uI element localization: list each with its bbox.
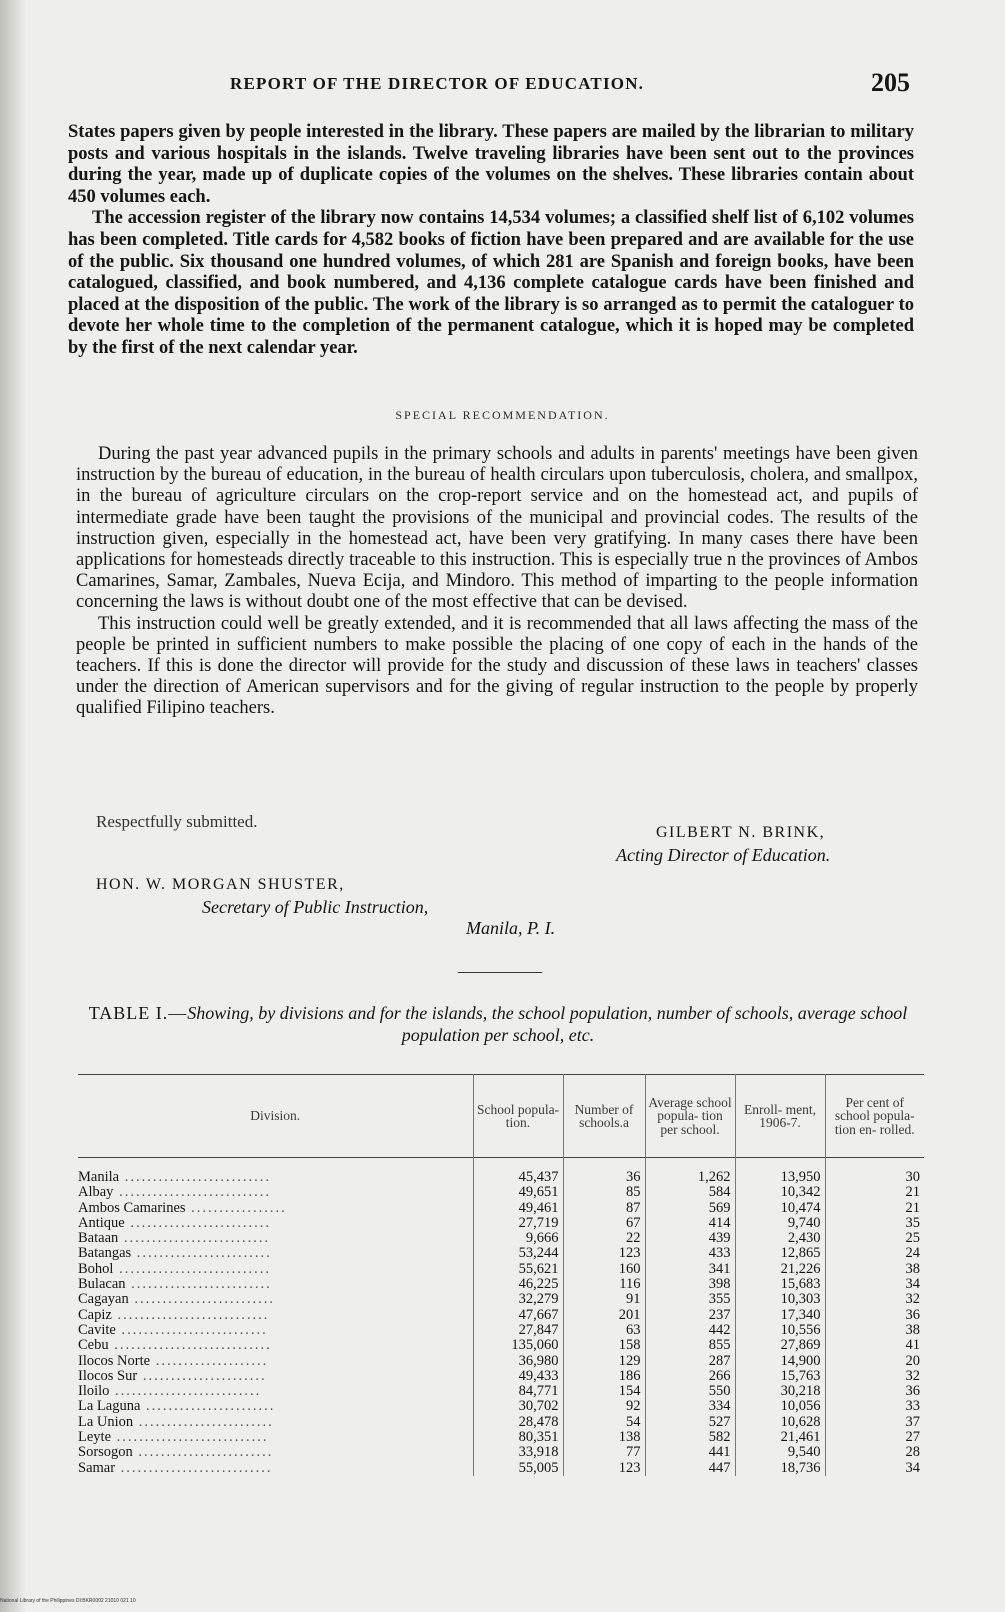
table-cell: 201	[563, 1308, 645, 1323]
division-cell	[78, 1338, 473, 1353]
table-row	[78, 1323, 924, 1338]
column-header: Enroll- ment, 1906-7.	[735, 1075, 825, 1158]
table-cell: 442	[645, 1323, 735, 1338]
table-cell: 447	[645, 1461, 735, 1476]
division-cell	[78, 1369, 473, 1384]
table-cell: 569	[645, 1201, 735, 1216]
division-cell	[78, 1231, 473, 1246]
division-cell	[78, 1216, 473, 1231]
division-cell	[78, 1399, 473, 1414]
table-cell: 34	[825, 1461, 924, 1476]
table-cell: 45,437	[473, 1158, 563, 1186]
table-cell: 10,056	[735, 1399, 825, 1414]
table-row	[78, 1430, 924, 1445]
paragraph: States papers given by people interested in the library. These papers are mailed by the librarian to military posts and various hospitals in the islands. Twelve traveling libraries have been sent out to the provinces during the year, made up of duplicate copies of the volumes on the shelves. These libraries contain about 450 volumes each.	[68, 122, 914, 207]
table-cell: 17,340	[735, 1308, 825, 1323]
paragraph: The accession register of the library now contains 14,534 volumes; a classified shelf list of 6,102 volumes has been completed. Title cards for 4,582 books of fiction have been prepared and are available for the use of the public. Six thousand one hundred volumes, of which 281 are Spanish and foreign books, have been catalogued, classified, and book numbered, and 4,136 complete catalogue cards have been finished and placed at the disposition of the public. The work of the library is so arranged as to permit the cataloguer to devote her whole time to the completion of the permanent catalogue, which it is hoped may be completed by the first of the next calendar year.	[68, 208, 914, 358]
division-cell	[78, 1246, 473, 1261]
table-body	[78, 1158, 924, 1476]
table-row	[78, 1292, 924, 1307]
signer-title: Acting Director of Education.	[616, 845, 831, 865]
table-cell: 55,005	[473, 1461, 563, 1476]
table-cell: 138	[563, 1430, 645, 1445]
table-cell: 38	[825, 1262, 924, 1277]
table-cell: 30	[825, 1158, 924, 1186]
table-cell: 21,461	[735, 1430, 825, 1445]
table-cell: 41	[825, 1338, 924, 1353]
table-row	[78, 1308, 924, 1323]
table-cell: 25	[825, 1231, 924, 1246]
table-cell: 67	[563, 1216, 645, 1231]
column-header: Division.	[250, 1108, 301, 1124]
leader-dots: .........................	[128, 1292, 275, 1308]
leader-dots: ........................	[132, 1445, 274, 1461]
table-cell: 9,540	[735, 1445, 825, 1460]
table-cell: 135,060	[473, 1338, 563, 1353]
scan-footer: National Library of the Philippines DI:BKR0002 21010 021 10	[0, 1598, 136, 1604]
table-row	[78, 1461, 924, 1476]
leader-dots: ..........................	[109, 1384, 262, 1400]
table-cell: 13,950	[735, 1158, 825, 1186]
table-cell: 414	[645, 1216, 735, 1231]
leader-dots: ........................	[133, 1414, 274, 1430]
table-row	[78, 1246, 924, 1261]
table-cell: 28,478	[473, 1415, 563, 1430]
table-cell: 36	[563, 1158, 645, 1186]
table-cell: 87	[563, 1201, 645, 1216]
division-cell	[78, 1185, 473, 1200]
division-cell	[78, 1201, 473, 1216]
table-cell: 123	[563, 1461, 645, 1476]
table-cell: 433	[645, 1246, 735, 1261]
table-cell: 27,719	[473, 1216, 563, 1231]
table-cell: 32	[825, 1369, 924, 1384]
division-cell	[78, 1292, 473, 1307]
table-caption-lead: TABLE I.—	[88, 1003, 188, 1023]
table-row	[78, 1338, 924, 1353]
table-cell: 35	[825, 1216, 924, 1231]
table-cell: 1,262	[645, 1158, 735, 1186]
table-cell: 24	[825, 1246, 924, 1261]
section-heading: SPECIAL RECOMMENDATION.	[395, 408, 610, 422]
table-cell: 15,763	[735, 1369, 825, 1384]
table-cell: 27,869	[735, 1338, 825, 1353]
leader-dots: ............................	[108, 1338, 272, 1354]
division-cell	[78, 1262, 473, 1277]
table-row	[78, 1369, 924, 1384]
table-cell: 46,225	[473, 1277, 563, 1292]
table-cell: 27,847	[473, 1323, 563, 1338]
table-cell: 33,918	[473, 1445, 563, 1460]
table-cell: 2,430	[735, 1231, 825, 1246]
table-cell: 22	[563, 1231, 645, 1246]
table-cell: 30,702	[473, 1399, 563, 1414]
table-cell: 10,628	[735, 1415, 825, 1430]
division-cell	[78, 1430, 473, 1445]
leader-dots: .........................	[125, 1277, 272, 1293]
table-row	[78, 1158, 924, 1186]
table-cell: 116	[563, 1277, 645, 1292]
table-row	[78, 1354, 924, 1369]
table-cell: 36,980	[473, 1354, 563, 1369]
table-cell: 33	[825, 1399, 924, 1414]
table-cell: 9,666	[473, 1231, 563, 1246]
division-cell	[78, 1158, 473, 1186]
school-population-table	[78, 1074, 924, 1476]
table-cell: 20	[825, 1354, 924, 1369]
table-cell: 287	[645, 1354, 735, 1369]
page-number: 205	[871, 68, 910, 97]
column-header: Number of schools.a	[563, 1075, 645, 1158]
table-cell: 123	[563, 1246, 645, 1261]
page-header	[230, 68, 910, 98]
table-cell: 55,621	[473, 1262, 563, 1277]
addressee-place: Manila, P. I.	[466, 918, 556, 938]
addressee-title: Secretary of Public Instruction,	[202, 897, 429, 917]
table-cell: 34	[825, 1277, 924, 1292]
table-cell: 91	[563, 1292, 645, 1307]
table-cell: 154	[563, 1384, 645, 1399]
table-row	[78, 1415, 924, 1430]
leader-dots: ...........................	[111, 1307, 270, 1323]
table-cell: 36	[825, 1384, 924, 1399]
division-name: Cagayan	[78, 1292, 129, 1308]
table-row	[78, 1277, 924, 1292]
table-cell: 21	[825, 1185, 924, 1200]
table-header-row	[78, 1075, 924, 1158]
leader-dots: ....................	[150, 1353, 269, 1369]
table-cell: 63	[563, 1323, 645, 1338]
table-cell: 10,342	[735, 1185, 825, 1200]
division-name: Ilocos Norte	[78, 1353, 151, 1369]
leader-dots: ........................	[131, 1246, 272, 1262]
leader-dots: .......................	[140, 1399, 276, 1415]
table-row	[78, 1384, 924, 1399]
table-cell: 84,771	[473, 1384, 563, 1399]
division-name: Bohol	[78, 1261, 114, 1277]
table-row	[78, 1445, 924, 1460]
library-report-text	[68, 122, 914, 360]
addressee-name: HON. W. MORGAN SHUSTER,	[96, 876, 345, 893]
leader-dots: ...........................	[113, 1261, 271, 1277]
leader-dots: ..........................	[119, 1169, 271, 1185]
division-name: Bulacan	[78, 1277, 126, 1293]
division-name: Batangas	[78, 1246, 132, 1262]
column-header: School popula- tion.	[473, 1075, 563, 1158]
table-cell: 15,683	[735, 1277, 825, 1292]
table-cell: 527	[645, 1415, 735, 1430]
signer-name: GILBERT N. BRINK,	[656, 824, 826, 841]
leader-dots: ...........................	[113, 1185, 271, 1201]
table-cell: 47,667	[473, 1308, 563, 1323]
table-cell: 28	[825, 1445, 924, 1460]
table-cell: 49,461	[473, 1201, 563, 1216]
leader-dots: ......................	[137, 1368, 267, 1384]
table-row	[78, 1201, 924, 1216]
division-cell	[78, 1415, 473, 1430]
division-name: La Union	[78, 1414, 134, 1430]
table-row	[78, 1216, 924, 1231]
table-caption-text: Showing, by divisions and for the islands, the school population, number of schools, average school population per school, etc.	[187, 1003, 908, 1045]
division-cell	[78, 1445, 473, 1460]
table-row	[78, 1185, 924, 1200]
division-name: Albay	[78, 1185, 114, 1201]
leader-dots: ...........................	[115, 1460, 273, 1476]
table-cell: 77	[563, 1445, 645, 1460]
table-cell: 38	[825, 1323, 924, 1338]
table-row	[78, 1262, 924, 1277]
table-cell: 49,433	[473, 1369, 563, 1384]
table-cell: 21,226	[735, 1262, 825, 1277]
table-cell: 21	[825, 1201, 924, 1216]
table-cell: 32	[825, 1292, 924, 1307]
table-cell: 266	[645, 1369, 735, 1384]
table-cell: 85	[563, 1185, 645, 1200]
table-cell: 10,556	[735, 1323, 825, 1338]
table-cell: 37	[825, 1415, 924, 1430]
table-row	[78, 1399, 924, 1414]
table-cell: 160	[563, 1262, 645, 1277]
table-cell: 550	[645, 1384, 735, 1399]
table-cell: 441	[645, 1445, 735, 1460]
division-name: Manila	[78, 1169, 120, 1185]
table-cell: 129	[563, 1354, 645, 1369]
division-name: Iloilo	[78, 1384, 110, 1400]
table-cell: 80,351	[473, 1430, 563, 1445]
division-name: Ambos Camarines	[78, 1200, 186, 1216]
table-cell: 398	[645, 1277, 735, 1292]
column-header: Per cent of school popula- tion en- rolled.	[825, 1075, 924, 1158]
paragraph: During the past year advanced pupils in the primary schools and adults in parents' meetings have been given instruction by the bureau of education, in the bureau of health circulars upon tuberculosis, cholera, and smallpox, in the bureau of agriculture circulars on the crop-report service and on the homestead act, and pupils of intermediate grade have been taught the provisions of the municipal and provincial codes. The results of the instruction given, especially in the homestead act, have been very gratifying. In many cases there have been applications for homesteads directly traceable to this instruction. This is especially true n the provinces of Ambos Camarines, Samar, Zambales, Nueva Ecija, and Mindoro. This method of imparting to the people information concerning the laws is without doubt one of the most effective that can be devised.	[76, 444, 918, 613]
division-name: Leyte	[78, 1430, 112, 1446]
leader-dots: ..........................	[115, 1322, 268, 1338]
division-name: Sorsogon	[78, 1445, 133, 1461]
leader-dots: ..........................	[118, 1231, 271, 1247]
table-cell: 53,244	[473, 1246, 563, 1261]
table-cell: 439	[645, 1231, 735, 1246]
leader-dots: .........................	[124, 1215, 271, 1231]
table-cell: 18,736	[735, 1461, 825, 1476]
table-cell: 27	[825, 1430, 924, 1445]
table-cell: 855	[645, 1338, 735, 1353]
leader-dots: .................	[185, 1200, 287, 1216]
table-cell: 355	[645, 1292, 735, 1307]
column-header: Average school popula- tion per school.	[645, 1075, 735, 1158]
division-name: Antique	[78, 1215, 125, 1231]
table-cell: 49,651	[473, 1185, 563, 1200]
table-cell: 158	[563, 1338, 645, 1353]
division-cell	[78, 1461, 473, 1476]
table-cell: 582	[645, 1430, 735, 1445]
division-cell	[78, 1354, 473, 1369]
division-cell	[78, 1384, 473, 1399]
closing: Respectfully submitted.	[96, 812, 258, 831]
table-cell: 584	[645, 1185, 735, 1200]
table-cell: 334	[645, 1399, 735, 1414]
table-cell: 36	[825, 1308, 924, 1323]
division-cell	[78, 1323, 473, 1338]
table-cell: 341	[645, 1262, 735, 1277]
table-cell: 9,740	[735, 1216, 825, 1231]
division-name: Ilocos Sur	[78, 1368, 138, 1384]
table-cell: 30,218	[735, 1384, 825, 1399]
table-cell: 32,279	[473, 1292, 563, 1307]
division-name: La Laguna	[78, 1399, 141, 1415]
division-name: Cebu	[78, 1338, 109, 1354]
paragraph: This instruction could well be greatly extended, and it is recommended that all laws affecting the mass of the people be printed in sufficient numbers to make possible the placing of one copy of each in the hands of the teachers. If this is done the director will provide for the study and discussion of these laws in teachers' classes under the direction of American supervisors and for the giving of regular instruction to the people by properly qualified Filipino teachers.	[76, 613, 918, 719]
division-cell	[78, 1277, 473, 1292]
school-population-table-container	[78, 1074, 924, 1476]
running-head: REPORT OF THE DIRECTOR OF EDUCATION.	[230, 74, 645, 93]
table-caption	[78, 1002, 918, 1046]
table-cell: 10,474	[735, 1201, 825, 1216]
section-divider	[458, 972, 542, 973]
table-cell: 12,865	[735, 1246, 825, 1261]
table-cell: 54	[563, 1415, 645, 1430]
recommendation-text	[76, 444, 918, 720]
table-cell: 14,900	[735, 1354, 825, 1369]
table-cell: 92	[563, 1399, 645, 1414]
division-name: Capiz	[78, 1307, 112, 1323]
page-edge-shadow	[0, 0, 26, 1612]
table-cell: 237	[645, 1308, 735, 1323]
division-cell	[78, 1308, 473, 1323]
division-name: Bataan	[78, 1231, 119, 1247]
division-name: Samar	[78, 1460, 116, 1476]
division-name: Cavite	[78, 1322, 116, 1338]
table-row	[78, 1231, 924, 1246]
table-cell: 10,303	[735, 1292, 825, 1307]
leader-dots: ...........................	[111, 1430, 269, 1446]
table-cell: 186	[563, 1369, 645, 1384]
